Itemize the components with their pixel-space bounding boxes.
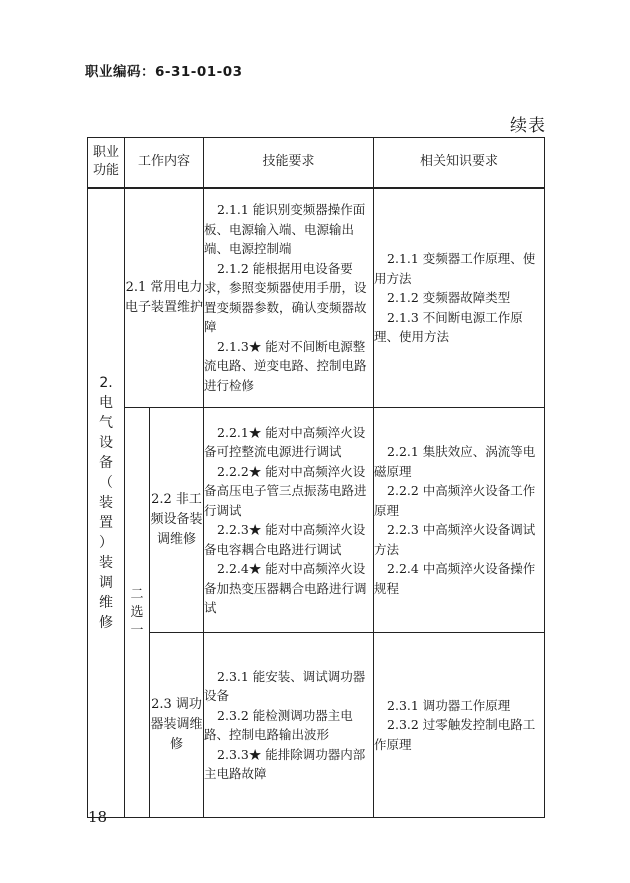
- work-cell: 2.1 常用电力电子装置维护: [125, 188, 204, 408]
- page-number: 18: [88, 808, 108, 826]
- knowledge-cell: [374, 633, 545, 818]
- function-label-char: 装: [99, 494, 113, 511]
- competency-table: [87, 137, 545, 818]
- table-row: [88, 408, 545, 633]
- knowledge-item: 2.2.3 中高频淬火设备调试方法: [374, 522, 536, 557]
- knowledge-cell: [374, 408, 545, 633]
- skill-item: 2.3.1 能安装、调试调功器设备: [204, 668, 366, 703]
- table-header-row: [88, 138, 545, 188]
- function-label-char: 维: [99, 594, 113, 611]
- header-skill: 技能要求: [204, 138, 374, 188]
- skill-cell: [204, 408, 374, 633]
- skill-item: 2.2.1★ 能对中高频淬火设备可控整流电源进行调试: [204, 424, 366, 459]
- function-label-char: 设: [99, 434, 113, 451]
- knowledge-item: 2.2.1 集肤效应、涡流等电磁原理: [374, 444, 536, 479]
- work-cell: 2.2 非工频设备装调维修: [150, 408, 204, 633]
- choice-label-char: 选: [130, 604, 144, 620]
- knowledge-item: 2.2.2 中高频淬火设备工作原理: [374, 483, 536, 518]
- table-row: [88, 188, 545, 408]
- function-label-char: ）: [99, 534, 113, 551]
- continued-label: 续表: [510, 116, 546, 136]
- choice-label-char: 二: [130, 586, 144, 602]
- function-cell: [88, 188, 125, 818]
- skill-item: 2.1.3★ 能对不间断电源整流电路、逆变电路、控制电路进行检修: [204, 338, 367, 393]
- function-label-char: 装: [99, 554, 113, 571]
- choice-label-char: 一: [130, 622, 144, 638]
- function-label-char: 2.: [99, 374, 113, 391]
- choice-cell: [125, 408, 150, 818]
- skill-item: 2.1.1 能识别变频器操作面板、电源输入端、电源输出端、电源控制端: [204, 202, 366, 257]
- function-label-char: （: [99, 474, 113, 491]
- header-work: 工作内容: [125, 138, 204, 188]
- function-label-char: 气: [99, 414, 113, 431]
- table-row: [88, 633, 545, 818]
- knowledge-item: 2.1.1 变频器工作原理、使用方法: [374, 251, 536, 286]
- skill-item: 2.1.2 能根据用电设备要求，参照变频器使用手册，设置变频器参数，确认变频器故障: [204, 260, 367, 335]
- function-label-char: 调: [99, 574, 113, 591]
- knowledge-item: 2.2.4 中高频淬火设备操作规程: [374, 561, 536, 596]
- header-function: 职业功能: [88, 138, 125, 188]
- function-label-char: 电: [99, 394, 113, 411]
- skill-item: 2.2.3★ 能对中高频淬火设备电容耦合电路进行调试: [204, 522, 366, 557]
- skill-cell: [204, 188, 374, 408]
- function-label-char: 置: [99, 514, 113, 531]
- function-label-char: 备: [99, 454, 113, 471]
- skill-cell: [204, 633, 374, 818]
- function-label-char: 修: [99, 614, 113, 631]
- skill-item: 2.2.4★ 能对中高频淬火设备加热变压器耦合电路进行调试: [204, 561, 367, 615]
- knowledge-cell: [374, 188, 545, 408]
- knowledge-item: 2.1.2 变频器故障类型: [387, 290, 511, 305]
- work-cell: 2.3 调功器装调维修: [150, 633, 204, 818]
- header-knowledge: 相关知识要求: [374, 138, 545, 188]
- knowledge-item: 2.3.2 过零触发控制电路工作原理: [374, 717, 536, 752]
- skill-item: 2.3.3★ 能排除调功器内部主电路故障: [204, 746, 366, 781]
- knowledge-item: 2.1.3 不间断电源工作原理、使用方法: [374, 309, 523, 344]
- occupation-code: 职业编码：6-31-01-03: [85, 64, 243, 80]
- skill-item: 2.2.2★ 能对中高频淬火设备高压电子管三点振荡电路进行调试: [204, 463, 367, 518]
- skill-item: 2.3.2 能检测调功器主电路、控制电路输出波形: [204, 707, 353, 742]
- knowledge-item: 2.3.1 调功器工作原理: [387, 697, 511, 713]
